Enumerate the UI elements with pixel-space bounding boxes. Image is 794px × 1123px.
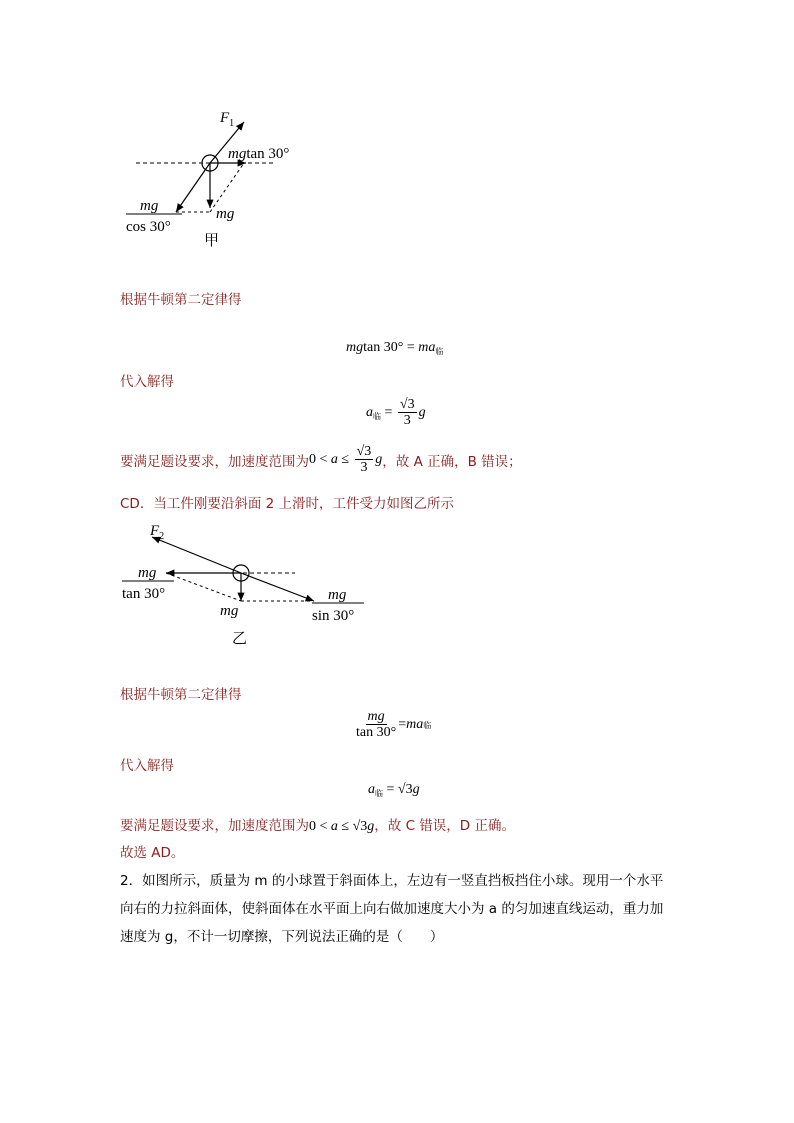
f2-label: $F_2$ [150,523,165,542]
problem2-line-3: 速度为 g，不计一切摩擦，下列说法正确的是（ ） [120,929,444,945]
problem2-line-2: 向右的力拉斜面体，使斜面体在水平面上向右做加速度大小为 a 的匀加速直线运动，重力加 [120,901,664,917]
text-line-6: 代入解得 [120,758,174,774]
mg-label: mg [216,206,235,222]
text-line-2: 代入解得 [120,374,174,390]
frac-num-label: mg [140,198,159,214]
dashed-edge [210,163,244,212]
problem2-line-1: 2．如图所示，质量为 m 的小球置于斜面体上，左边有一竖直挡板挡住小球。现用一个水平 [120,873,664,889]
figure-caption-jia: 甲 [204,233,220,249]
dashed-edge [166,573,241,601]
mgtan-label: mgtan 30° [228,146,290,162]
mgcos-arrow [176,163,210,212]
right-frac-num: mg [328,587,347,603]
text-line-3: 要满足题设要求，加速度范围为 0 < a ≤ $\frac{√3}{3}$ g ，故 A 正确，B 错误； [120,444,522,475]
left-frac-num: mg [138,565,157,581]
force-diagram-yi [110,515,390,650]
equation-2: $a_临$ = $\frac{√3}{3}$ g [366,397,426,428]
text-line-1: 根据牛顿第二定律得 [120,292,242,308]
text-line-5: 根据牛顿第二定律得 [120,687,242,703]
equation-3: $\frac{mg}{\tan 30^\circ}$ = ma 临 [356,709,432,740]
mgsin-arrow [241,573,314,601]
text-line-4: CD．当工件刚要沿斜面 2 上滑时，工件受力如图乙所示 [120,496,454,512]
frac-den-label: cos 30° [126,219,171,235]
right-frac-den: sin 30° [312,608,355,624]
text-line-7: 要满足题设要求，加速度范围为0 < a ≤ √3g，故 C 错误，D 正确。 [120,818,515,834]
equation-1: mgtan $30^\circ = ma_临$ [346,340,444,356]
f1-label: $F_1$ [220,110,235,129]
left-frac-den: tan 30° [122,586,166,602]
f2-arrow [152,537,241,573]
mg-label: mg [220,603,239,619]
equation-4: $a_临 = √3g$ [368,782,420,798]
text-line-8: 故选 AD。 [120,845,185,861]
force-diagram-jia [110,100,330,250]
figure-caption-yi: 乙 [232,631,248,647]
